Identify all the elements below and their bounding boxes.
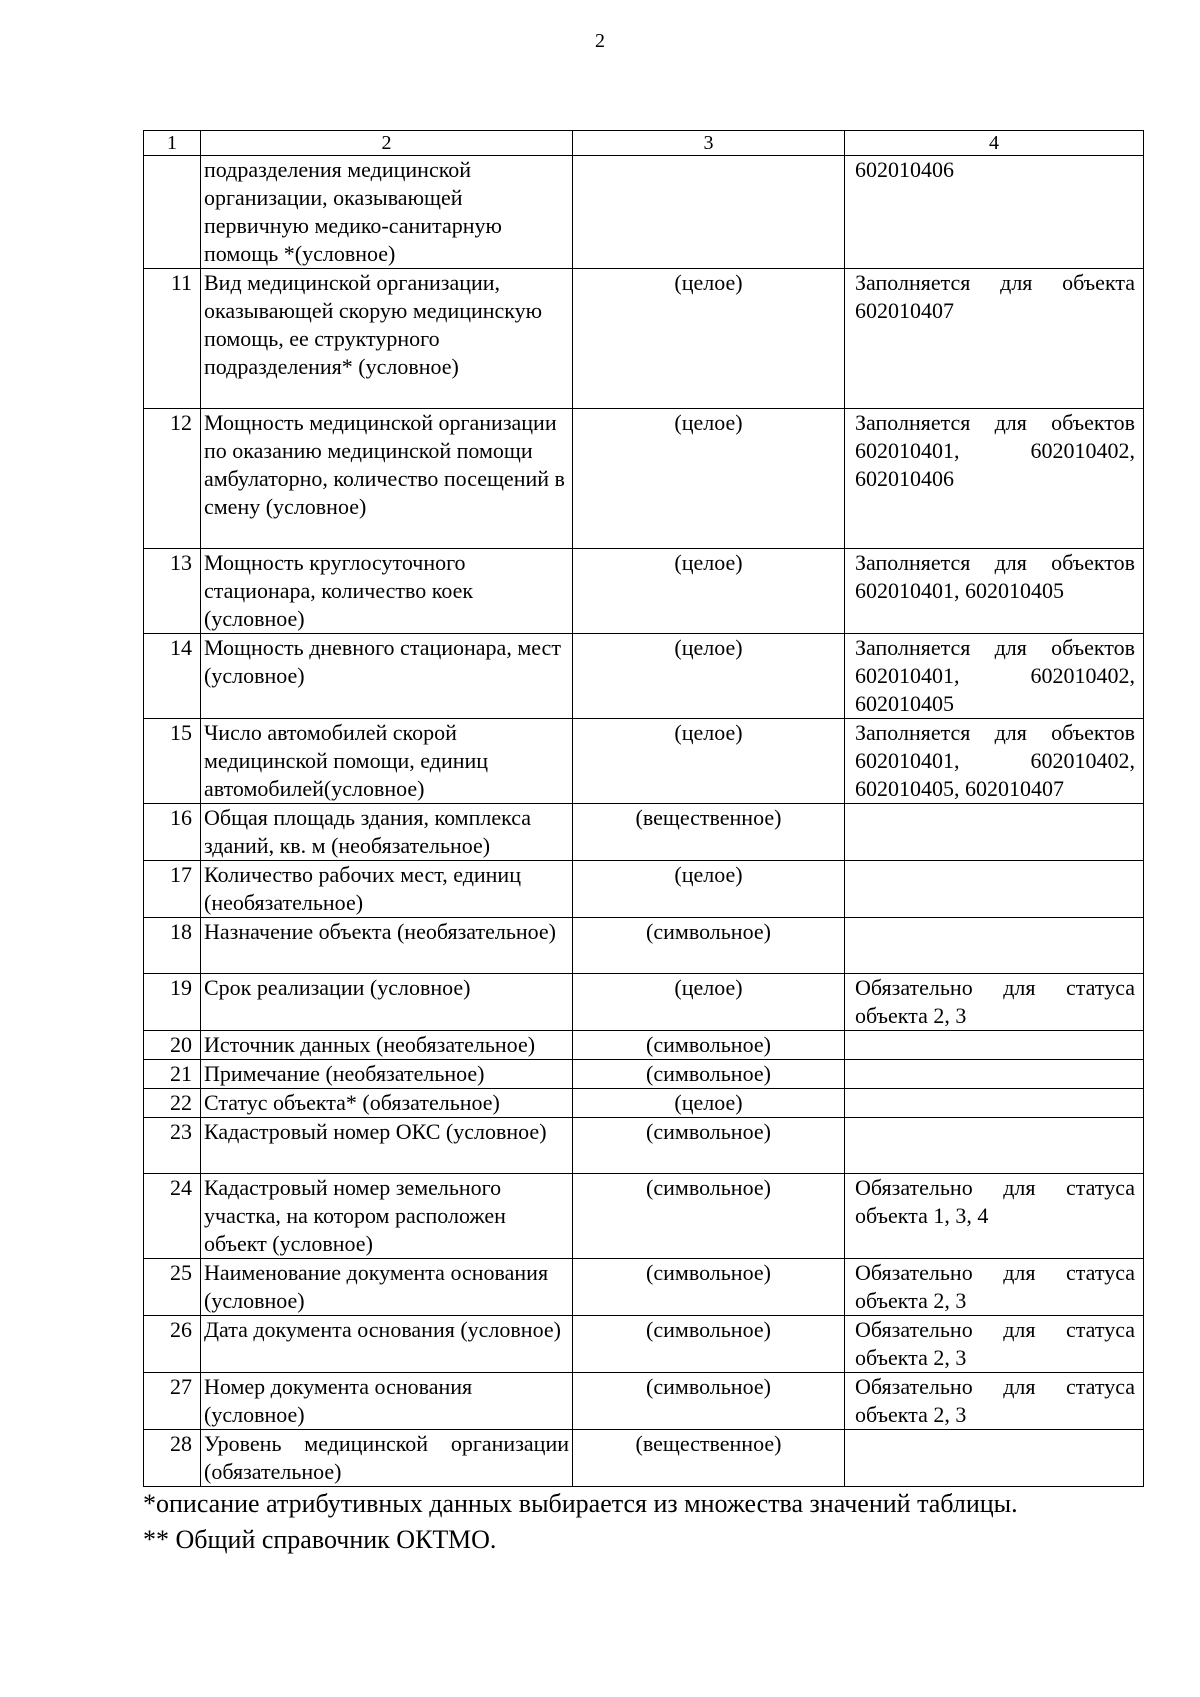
attribute-name: Статус объекта* (обязательное) (201, 1089, 573, 1118)
attribute-type: (целое) (573, 409, 845, 549)
attribute-note (845, 1060, 1144, 1089)
table-row (144, 1060, 1144, 1089)
attribute-type: (целое) (573, 974, 845, 1031)
attribute-type: (целое) (573, 719, 845, 804)
table-row (144, 719, 1144, 804)
attribute-type: (символьное) (573, 1373, 845, 1430)
table-row (144, 804, 1144, 861)
attribute-type (573, 156, 845, 269)
table-row (144, 1373, 1144, 1430)
table-row (144, 1430, 1144, 1487)
attribute-type: (символьное) (573, 1316, 845, 1373)
footnotes (143, 1486, 1143, 1558)
attribute-name: Кадастровый номер земельного участка, на котором расположен объект (условное) (201, 1174, 573, 1259)
attribute-type: (целое) (573, 634, 845, 719)
attribute-type: (целое) (573, 549, 845, 634)
attribute-note: Заполняется для объектов 602010401, 602010402, 602010405, 602010407 (845, 719, 1144, 804)
table-row (144, 634, 1144, 719)
attribute-name: Номер документа основания (условное) (201, 1373, 573, 1430)
table-row (144, 1316, 1144, 1373)
attribute-note: Заполняется для объектов 602010401, 602010405 (845, 549, 1144, 634)
attribute-type: (символьное) (573, 1060, 845, 1089)
attribute-note (845, 804, 1144, 861)
attribute-name: подразделения медицинской организации, оказывающей первичную медико-санитарную помощь *(условное) (201, 156, 573, 269)
attributes-table (143, 130, 1144, 1487)
row-number (144, 156, 201, 269)
attribute-note: Заполняется для объектов 602010401, 602010402, 602010406 (845, 409, 1144, 549)
attribute-note (845, 1118, 1144, 1174)
attribute-type: (вещественное) (573, 804, 845, 861)
table-row (144, 918, 1144, 974)
row-number: 21 (144, 1060, 201, 1089)
attribute-note: 602010406 (845, 156, 1144, 269)
table-row (144, 1118, 1144, 1174)
attribute-note: Обязательно для статуса объекта 2, 3 (845, 974, 1144, 1031)
row-number: 20 (144, 1031, 201, 1060)
attribute-name: Кадастровый номер ОКС (условное) (201, 1118, 573, 1174)
attribute-type: (целое) (573, 861, 845, 918)
table-row (144, 861, 1144, 918)
row-number: 19 (144, 974, 201, 1031)
attribute-type: (символьное) (573, 1118, 845, 1174)
footnote-oktmo: ** Общий справочник ОКТМО. (143, 1525, 497, 1554)
table-header-row (144, 131, 1144, 156)
table-row (144, 1089, 1144, 1118)
attribute-note: Заполняется для объектов 602010401, 602010402, 602010405 (845, 634, 1144, 719)
attribute-name: Число автомобилей скорой медицинской помощи, единиц автомобилей(условное) (201, 719, 573, 804)
attribute-type: (символьное) (573, 1259, 845, 1316)
attribute-name: Дата документа основания (условное) (201, 1316, 573, 1373)
page-number: 2 (595, 30, 605, 52)
attribute-note: Обязательно для статуса объекта 1, 3, 4 (845, 1174, 1144, 1259)
table-row (144, 409, 1144, 549)
row-number: 15 (144, 719, 201, 804)
attribute-name: Мощность дневного стационара, мест (условное) (201, 634, 573, 719)
row-number: 16 (144, 804, 201, 861)
table-row (144, 156, 1144, 269)
row-number: 28 (144, 1430, 201, 1487)
attribute-name: Источник данных (необязательное) (201, 1031, 573, 1060)
row-number: 23 (144, 1118, 201, 1174)
row-number: 18 (144, 918, 201, 974)
header-cell: 1 (144, 131, 201, 156)
table-row (144, 974, 1144, 1031)
attribute-name: Мощность круглосуточного стационара, количество коек (условное) (201, 549, 573, 634)
attribute-type: (символьное) (573, 1031, 845, 1060)
attribute-note: Заполняется для объекта 602010407 (845, 269, 1144, 409)
attribute-note (845, 861, 1144, 918)
header-cell: 2 (201, 131, 573, 156)
attribute-type: (целое) (573, 269, 845, 409)
row-number: 26 (144, 1316, 201, 1373)
row-number: 14 (144, 634, 201, 719)
attribute-note: Обязательно для статуса объекта 2, 3 (845, 1259, 1144, 1316)
row-number: 13 (144, 549, 201, 634)
attribute-type: (символьное) (573, 918, 845, 974)
attribute-name: Вид медицинской организации, оказывающей скорую медицинскую помощь, ее структурного подразделения* (условное) (201, 269, 573, 409)
row-number: 17 (144, 861, 201, 918)
attribute-name: Назначение объекта (необязательное) (201, 918, 573, 974)
header-cell: 4 (845, 131, 1144, 156)
header-cell: 3 (573, 131, 845, 156)
attribute-note (845, 1031, 1144, 1060)
row-number: 11 (144, 269, 201, 409)
attribute-name: Срок реализации (условное) (201, 974, 573, 1031)
table-row (144, 549, 1144, 634)
footnote-attributes: *описание атрибутивных данных выбирается из множества значений таблицы. (143, 1489, 1018, 1518)
row-number: 24 (144, 1174, 201, 1259)
table-row (144, 1259, 1144, 1316)
table-row (144, 269, 1144, 409)
table-row (144, 1174, 1144, 1259)
attribute-note (845, 918, 1144, 974)
attribute-name: Примечание (необязательное) (201, 1060, 573, 1089)
attribute-note: Обязательно для статуса объекта 2, 3 (845, 1316, 1144, 1373)
attribute-name: Уровень медицинской организации (обязательное) (201, 1430, 573, 1487)
attribute-name: Наименование документа основания (условное) (201, 1259, 573, 1316)
attribute-type: (вещественное) (573, 1430, 845, 1487)
attribute-name: Мощность медицинской организации по оказанию медицинской помощи амбулаторно, количество посещений в смену (условное) (201, 409, 573, 549)
attribute-type: (целое) (573, 1089, 845, 1118)
row-number: 12 (144, 409, 201, 549)
row-number: 27 (144, 1373, 201, 1430)
row-number: 22 (144, 1089, 201, 1118)
table-row (144, 1031, 1144, 1060)
attribute-type: (символьное) (573, 1174, 845, 1259)
attribute-name: Общая площадь здания, комплекса зданий, кв. м (необязательное) (201, 804, 573, 861)
attribute-note: Обязательно для статуса объекта 2, 3 (845, 1373, 1144, 1430)
attribute-note (845, 1089, 1144, 1118)
attribute-name: Количество рабочих мест, единиц (необязательное) (201, 861, 573, 918)
attribute-note (845, 1430, 1144, 1487)
row-number: 25 (144, 1259, 201, 1316)
